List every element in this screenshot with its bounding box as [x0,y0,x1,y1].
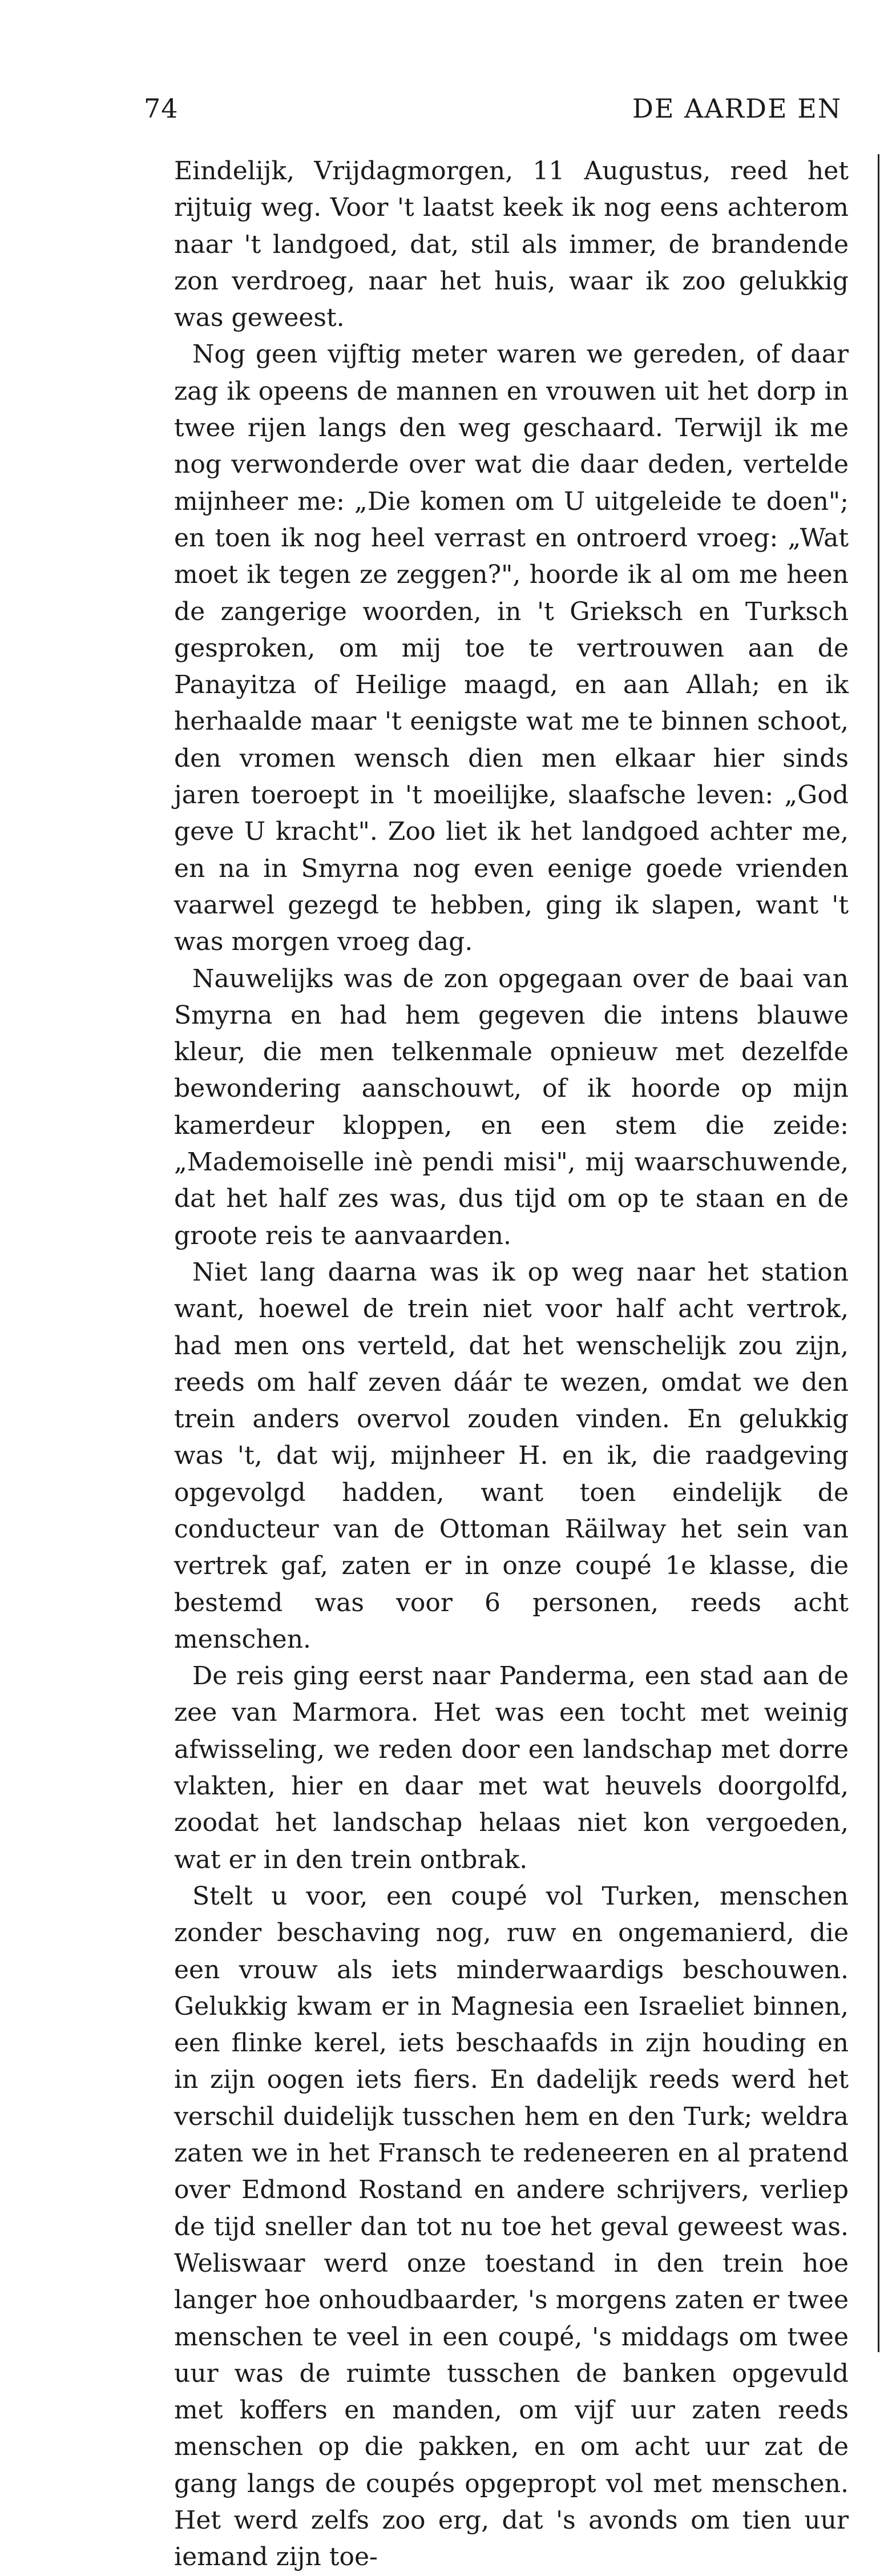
running-title: DE AARDE EN [632,93,842,124]
paragraph-5: De reis ging eerst naar Panderma, een stad aan de zee van Marmora. Het was een tocht met weinig afwisseling, we reden door een landschap met dorre vlakten, hier en daar met wat heuvels doorgolfd, zoodat het landschap helaas niet kon vergoeden, wat er in den trein ontbrak. [174,1661,849,1874]
paragraph-4: Niet lang daarna was ik op weg naar het station want, hoewel de trein niet voor half acht vertrok, had men ons verteld, dat het wenschelijk zou zijn, reeds om half zeven dáár te wezen, omdat we den trein anders overvol zouden vinden. En gelukkig was 't, dat wij, mijnheer H. en ik, die raadgeving opgevolgd hadden, want toen eindelijk de conducteur van de Ottoman Räilway het sein van vertrek gaf, zaten er in onze coupé 1e klasse, die bestemd was voor 6 personen, reeds acht menschen. [174,1257,849,1654]
page-number: 74 [144,93,179,124]
margin-rule [878,154,879,2352]
paragraph-3: Nauwelijks was de zon opgegaan over de baai van Smyrna en had hem gegeven die intens blauwe kleur, die men telkenmale opnieuw met dezelfde bewondering aanschouwt, of ik hoorde op mijn kamerdeur kloppen, en een stem die zeide: „Mademoiselle inè pendi misi", mij waarschuwende, dat het half zes was, dus tijd om op te staan en de groote reis te aanvaarden. [174,964,849,1250]
page-header [0,91,884,126]
body-text [174,153,849,2576]
paragraph-6: Stelt u voor, een coupé vol Turken, menschen zonder beschaving nog, ruw en ongemanierd, die een vrouw als iets minderwaardigs beschouwen. Gelukkig kwam er in Magnesia een Israeliet binnen, een flinke kerel, iets beschaafds in zijn houding en in zijn oogen iets fiers. En dadelijk reeds werd het verschil duidelijk tusschen hem en den Turk; weldra zaten we in het Fransch te redeneeren en al pratend over Edmond Rostand en andere schrijvers, verliep de tijd sneller dan tot nu toe het geval geweest was. Weliswaar werd onze toestand in den trein hoe langer hoe onhoudbaarder, 's morgens zaten er twee menschen te veel in een coupé, 's middags om twee uur was de ruimte tusschen de banken opgevuld met koffers en manden, om vijf uur zaten reeds menschen op die pakken, en om acht uur zat de gang langs de coupés opgepropt vol met menschen. Het werd zelfs zoo erg, dat 's avonds om tien uur iemand zijn toe- [174,1881,849,2572]
paragraph-1: Eindelijk, Vrijdagmorgen, 11 Augustus, reed het rijtuig weg. Voor 't laatst keek ik nog eens achterom naar 't landgoed, dat, stil als immer, de brandende zon verdroeg, naar het huis, waar ik zoo gelukkig was geweest. [174,156,849,333]
paragraph-2: Nog geen vijftig meter waren we gereden, of daar zag ik opeens de mannen en vrouwen uit het dorp in twee rijen langs den weg geschaard. Terwijl ik me nog verwonderde over wat die daar deden, vertelde mijnheer me: „Die komen om U uitgeleide te doen"; en toen ik nog heel verrast en ontroerd vroeg: „Wat moet ik tegen ze zeggen?", hoorde ik al om me heen de zangerige woorden, in 't Grieksch en Turksch gesproken, om mij toe te vertrouwen aan de Panayitza of Heilige maagd, en aan Allah; en ik herhaalde maar 't eenigste wat me te binnen schoot, den vromen wensch dien men elkaar hier sinds jaren toeroept in 't moeilijke, slaafsche leven: „God geve U kracht". Zoo liet ik het landgoed achter me, en na in Smyrna nog even eenige goede vrienden vaarwel gezegd te hebben, ging ik slapen, want 't was morgen vroeg dag. [174,340,849,957]
